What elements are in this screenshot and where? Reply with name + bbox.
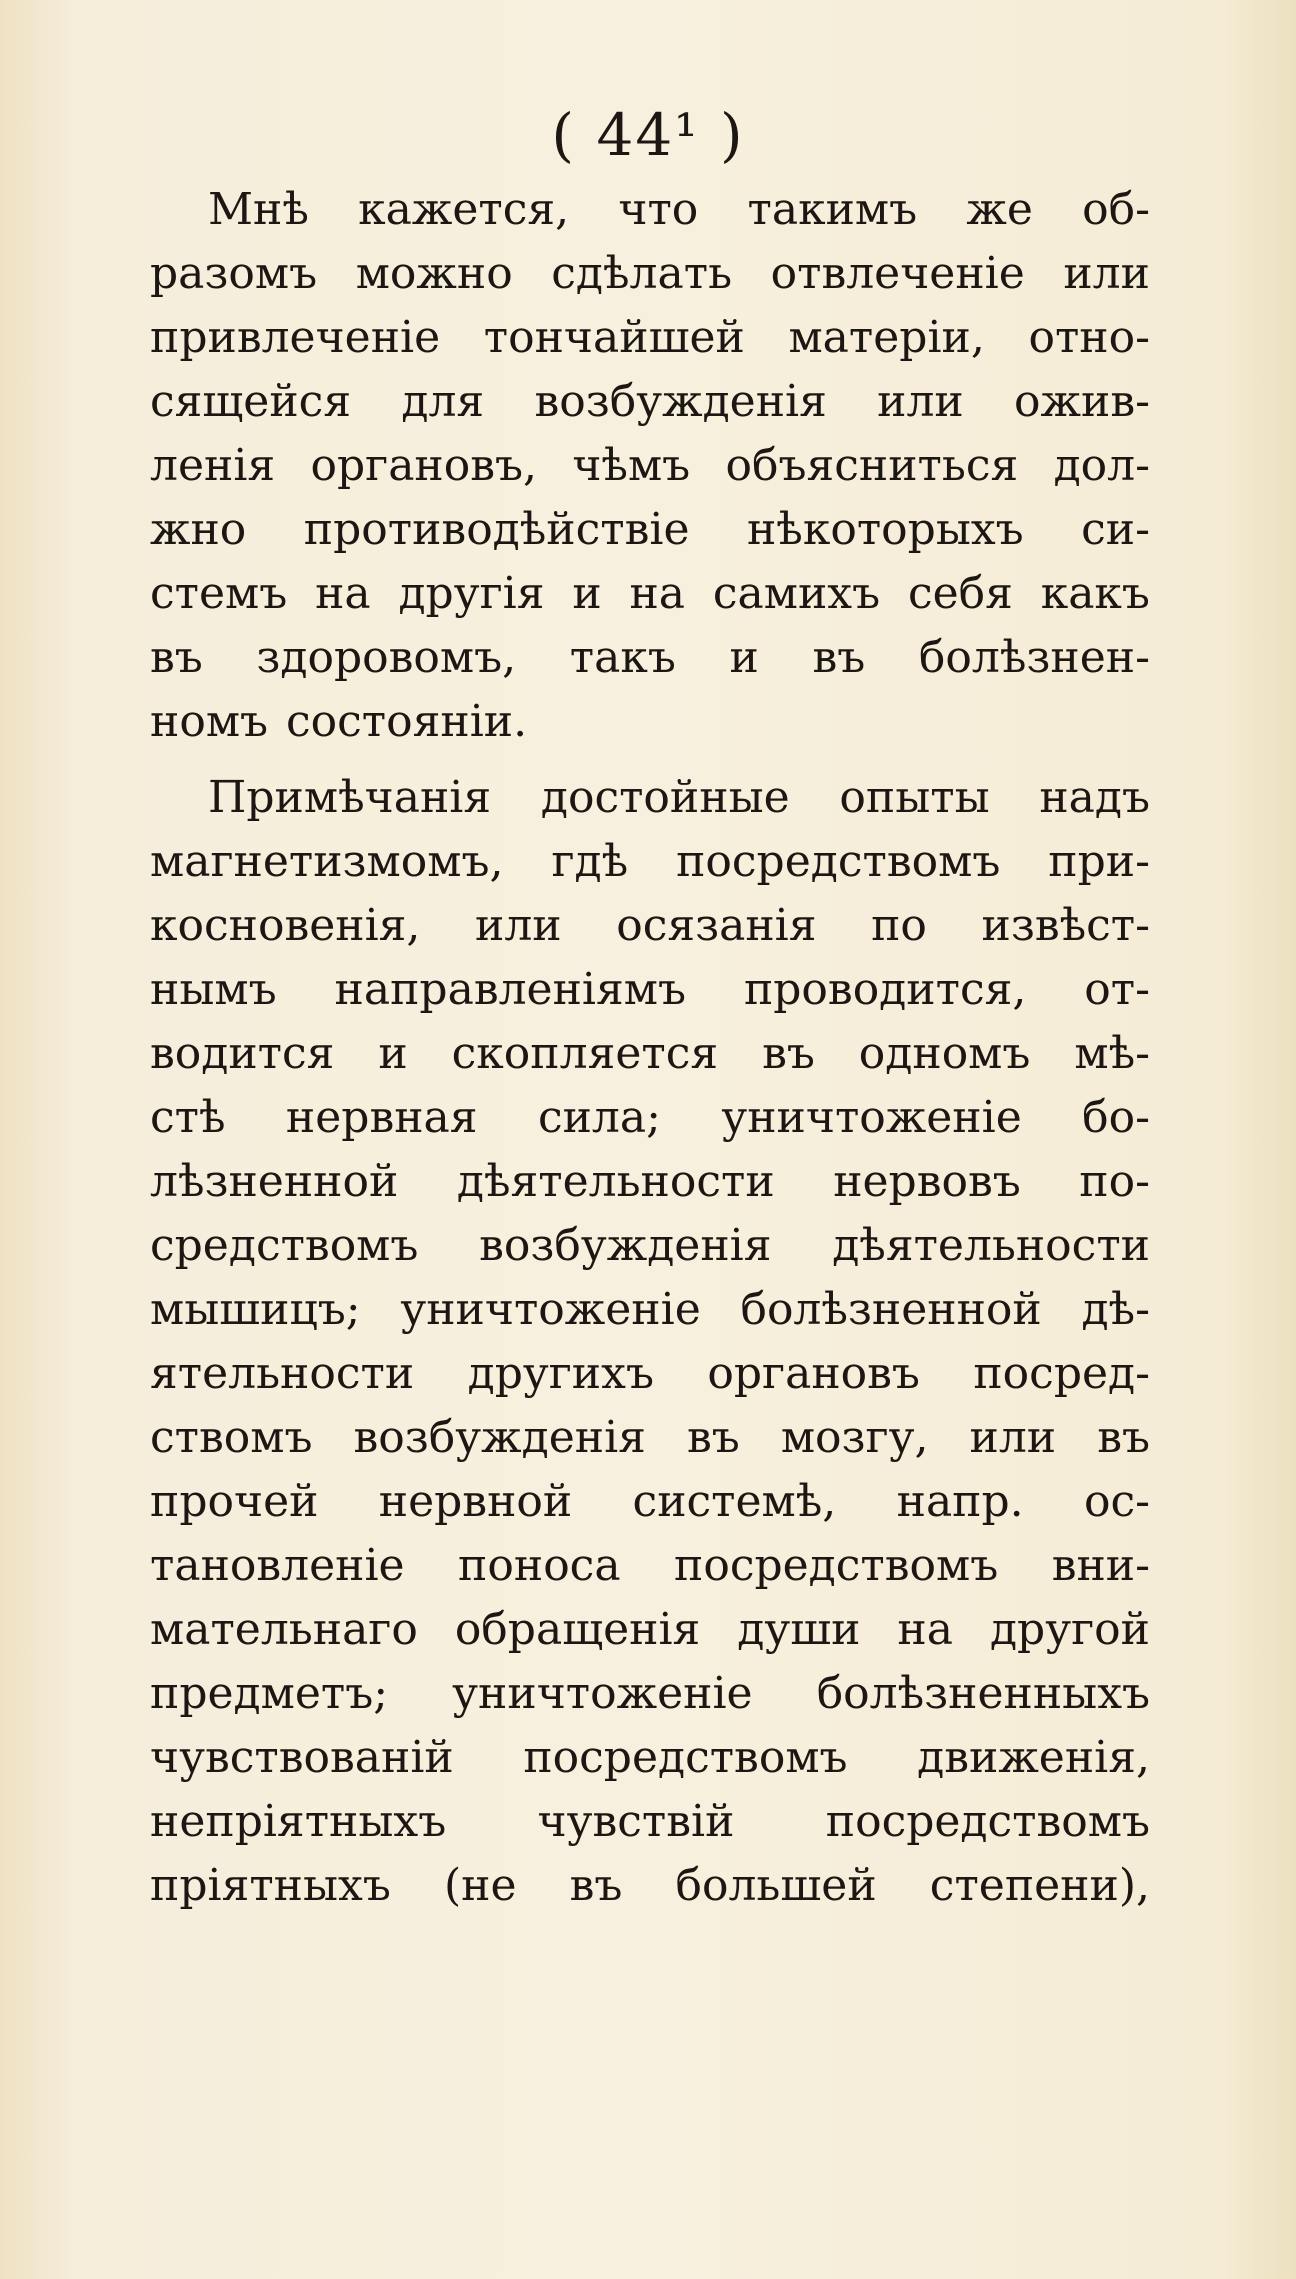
word: такимъ (747, 184, 918, 235)
word: от- (1084, 964, 1150, 1015)
word: и (378, 1028, 408, 1079)
word: или (475, 900, 562, 951)
word: нѣкоторыхъ (746, 504, 1024, 555)
word: дол- (1053, 440, 1150, 491)
word: посредствомъ (676, 836, 1001, 887)
word: большей (675, 1860, 877, 1911)
text-line: номъ состояніи. (150, 696, 528, 747)
word: отвлеченіе (770, 248, 1025, 299)
word: водится (150, 1028, 335, 1079)
word: прочей (150, 1476, 319, 1527)
word: нервовъ (833, 1156, 1021, 1207)
text-line (150, 626, 1150, 690)
word: посредствомъ (674, 1540, 999, 1591)
word: же (966, 184, 1033, 235)
text-line (150, 1854, 1150, 1918)
paragraph-2 (150, 766, 1150, 1918)
word: въ (1097, 1412, 1150, 1463)
word: тончайшей (483, 312, 745, 363)
word: гдѣ (551, 836, 629, 887)
word: можно (355, 248, 513, 299)
word: проводится, (743, 964, 1027, 1015)
word: чувствій (537, 1796, 735, 1847)
word: ожив- (1014, 376, 1150, 427)
word: на (315, 568, 371, 619)
word: что (618, 184, 699, 235)
word: кажется, (358, 184, 570, 235)
word: и (729, 632, 759, 683)
word: об- (1082, 184, 1150, 235)
word: сила; (537, 1092, 661, 1143)
word: лѣзненной (150, 1156, 399, 1207)
page-number: ( 44¹ ) (551, 101, 745, 169)
word: чѣмъ (572, 440, 691, 491)
text-line (150, 766, 1150, 830)
text-line (150, 1726, 1150, 1790)
text-line (150, 1214, 1150, 1278)
word: пріятныхъ (150, 1860, 391, 1911)
word: посредствомъ (523, 1732, 848, 1783)
word: направленіямъ (334, 964, 686, 1015)
word: на (629, 568, 686, 619)
text-line (150, 1790, 1150, 1854)
word: болѣзненныхъ (816, 1668, 1150, 1719)
word: въ (812, 632, 866, 683)
word: другой (989, 1604, 1150, 1655)
word: органовъ (707, 1348, 920, 1399)
word: уничтоженіе (452, 1668, 753, 1719)
word: сящейся (150, 376, 352, 427)
text-line (150, 894, 1150, 958)
word: объясниться (725, 440, 1019, 491)
word: уничтоженіе (721, 1092, 1022, 1143)
word: си- (1081, 504, 1150, 555)
word: возбужденія (534, 376, 827, 427)
word: и (572, 568, 602, 619)
word: въ (687, 1412, 740, 1463)
word: осязанія (616, 900, 817, 951)
word: ятельности (150, 1348, 415, 1399)
word: противодѣйствіе (303, 504, 690, 555)
word: или (969, 1412, 1057, 1463)
word: въ (150, 632, 203, 683)
word: такъ (569, 632, 676, 683)
word: для (401, 376, 485, 427)
text-line (150, 1150, 1150, 1214)
word: опыты (839, 772, 990, 823)
word: степени), (929, 1860, 1150, 1911)
word: достойные (540, 772, 790, 823)
word: дѣ- (1081, 1284, 1150, 1335)
word: предметъ; (150, 1668, 389, 1719)
text-line (150, 434, 1150, 498)
word: вни- (1051, 1540, 1150, 1591)
word: дѣятельности (456, 1156, 775, 1207)
word: органовъ, (310, 440, 537, 491)
word: посред- (973, 1348, 1150, 1399)
word: нымъ (150, 964, 277, 1015)
word: Примѣчанія (208, 772, 492, 823)
word: привлеченіе (150, 312, 441, 363)
text-line (150, 242, 1150, 306)
word: себя (907, 568, 1013, 619)
word: магнетизмомъ, (150, 836, 504, 887)
word: или (1063, 248, 1150, 299)
word: болѣзненной (740, 1284, 1042, 1335)
word: мышицъ; (150, 1284, 361, 1335)
word: непріятныхъ (150, 1796, 447, 1847)
word: дѣятельности (832, 1220, 1150, 1271)
word: бо- (1082, 1092, 1150, 1143)
word: ленія (150, 440, 276, 491)
word: одномъ (858, 1028, 1031, 1079)
text-line (150, 562, 1150, 626)
word: при- (1048, 836, 1150, 887)
word: мательнаго (150, 1604, 418, 1655)
word: стемъ (150, 568, 288, 619)
word: посредствомъ (825, 1796, 1150, 1847)
word: надъ (1039, 772, 1150, 823)
word: отно- (1028, 312, 1150, 363)
word: обращенія (454, 1604, 701, 1655)
word: матеріи, (788, 312, 985, 363)
word: нервной (378, 1476, 573, 1527)
text-line (150, 1342, 1150, 1406)
text-line (150, 370, 1150, 434)
word: на (897, 1604, 953, 1655)
word: болѣзнен- (918, 632, 1150, 683)
text-line (150, 178, 1150, 242)
body-text (150, 178, 1150, 1918)
word: въ (569, 1860, 623, 1911)
word: сдѣлать (551, 248, 733, 299)
word: движенія, (917, 1732, 1150, 1783)
word: уничтоженіе (400, 1284, 701, 1335)
word: возбужденія (353, 1412, 646, 1463)
text-line (150, 1406, 1150, 1470)
text-line (150, 498, 1150, 562)
word: ствомъ (150, 1412, 313, 1463)
text-line (150, 958, 1150, 1022)
word: здоровомъ, (256, 632, 517, 683)
text-line (150, 1598, 1150, 1662)
paragraph-1 (150, 178, 1150, 754)
word: или (877, 376, 964, 427)
word: другихъ (467, 1348, 654, 1399)
text-line (150, 1534, 1150, 1598)
word: по- (1079, 1156, 1150, 1207)
word: (не (443, 1860, 517, 1911)
word: возбужденія (479, 1220, 772, 1271)
word: мѣ- (1074, 1028, 1150, 1079)
text-line (150, 1022, 1150, 1086)
word: какъ (1040, 568, 1150, 619)
word: нервная (285, 1092, 478, 1143)
word: стѣ (150, 1092, 226, 1143)
word: чувствованій (150, 1732, 454, 1783)
word: напр. (896, 1476, 1024, 1527)
word: системѣ, (632, 1476, 837, 1527)
text-line (150, 306, 1150, 370)
word: ос- (1084, 1476, 1150, 1527)
text-line (150, 1662, 1150, 1726)
text-line (150, 830, 1150, 894)
word: другія (398, 568, 545, 619)
word: жно (150, 504, 247, 555)
word: скопляется (451, 1028, 719, 1079)
text-line (150, 1278, 1150, 1342)
word: извѣст- (981, 900, 1150, 951)
word: разомъ (150, 248, 318, 299)
word: поноса (458, 1540, 621, 1591)
word: Мнѣ (208, 184, 309, 235)
word: средствомъ (150, 1220, 419, 1271)
word: самихъ (712, 568, 881, 619)
word: тановленіе (150, 1540, 405, 1591)
word: косновенія, (150, 900, 421, 951)
word: мозгу, (780, 1412, 929, 1463)
text-line (150, 1470, 1150, 1534)
text-line (150, 1086, 1150, 1150)
word: по (871, 900, 927, 951)
word: въ (762, 1028, 815, 1079)
word: души (737, 1604, 861, 1655)
